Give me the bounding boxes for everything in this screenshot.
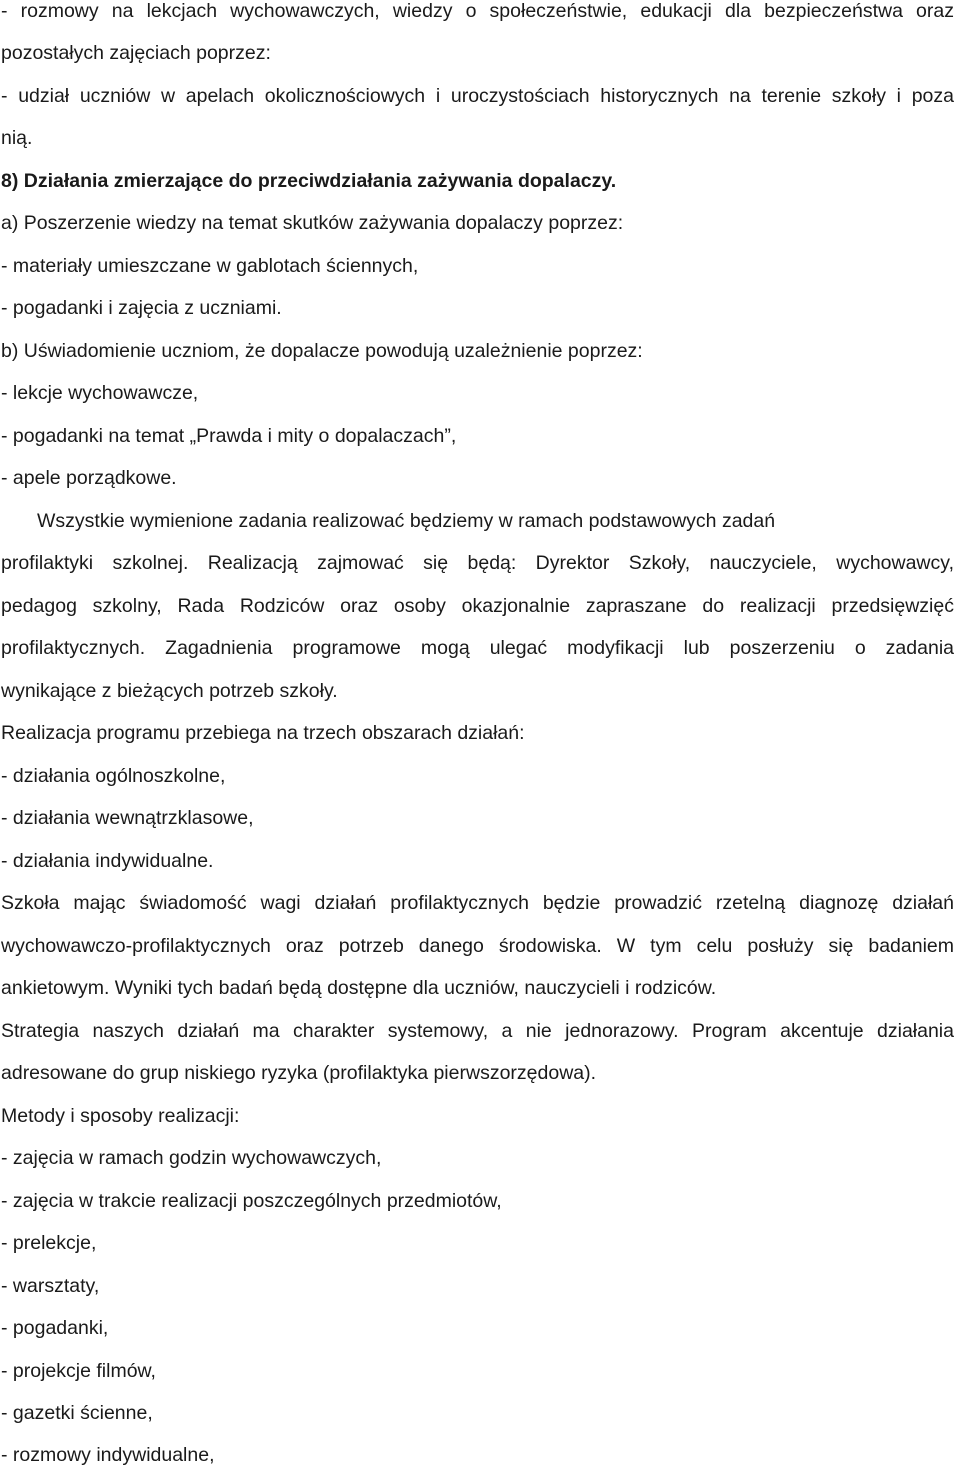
text-line: - gazetki ścienne, [1,1402,153,1424]
text-line: ankietowym. Wyniki tych badań będą dostępne dla uczniów, nauczycieli i rodziców. [1,977,717,999]
text-line: - zajęcia w ramach godzin wychowawczych, [1,1147,382,1169]
text-line: - projekcje filmów, [1,1360,156,1382]
text-line: - rozmowy na lekcjach wychowawczych, wiedzy o społeczeństwie, edukacji dla bezpieczeństwa oraz [1,0,954,22]
text-line: - działania ogólnoszkolne, [1,765,226,787]
text-line: - pogadanki na temat „Prawda i mity o dopalaczach”, [1,425,457,447]
text-line: - pogadanki i zajęcia z uczniami. [1,297,282,319]
text-line: - warsztaty, [1,1275,100,1297]
text-line: Strategia naszych działań ma charakter systemowy, a nie jednorazowy. Program akcentuje działania [1,1020,954,1042]
text-line: wychowawczo-profilaktycznych oraz potrzeb danego środowiska. W tym celu posłuży się badaniem [1,935,954,957]
text-line: adresowane do grup niskiego ryzyka (profilaktyka pierwszorzędowa). [1,1062,597,1084]
text-line: wynikające z bieżących potrzeb szkoły. [1,680,338,702]
text-line: - prelekcje, [1,1232,97,1254]
text-line: - udział uczniów w apelach okolicznościowych i uroczystościach historycznych na terenie szkoły i poza [1,85,954,107]
text-line: - działania indywidualne. [1,850,214,872]
text-line: Realizacja programu przebiega na trzech obszarach działań: [1,722,525,744]
text-line: profilaktyki szkolnej. Realizacją zajmować się będą: Dyrektor Szkoły, nauczyciele, wychowawcy, [1,552,954,574]
text-line: Szkoła mając świadomość wagi działań profilaktycznych będzie prowadzić rzetelną diagnozę działań [1,892,954,914]
text-line: nią. [1,127,33,149]
text-line: pozostałych zajęciach poprzez: [1,42,271,64]
text-line: b) Uświadomienie uczniom, że dopalacze powodują uzależnienie poprzez: [1,340,643,362]
text-line: - zajęcia w trakcie realizacji poszczególnych przedmiotów, [1,1190,502,1212]
text-line: Metody i sposoby realizacji: [1,1105,240,1127]
text-line: - materiały umieszczane w gablotach ściennych, [1,255,419,277]
text-line: a) Poszerzenie wiedzy na temat skutków zażywania dopalaczy poprzez: [1,212,624,234]
section-heading: 8) Działania zmierzające do przeciwdziałania zażywania dopalaczy. [1,170,617,192]
text-line: - pogadanki, [1,1317,109,1339]
text-line: - rozmowy indywidualne, [1,1444,215,1466]
text-line: - lekcje wychowawcze, [1,382,199,404]
text-line: profilaktycznych. Zagadnienia programowe mogą ulegać modyfikacji lub poszerzeniu o zadania [1,637,954,659]
text-line: pedagog szkolny, Rada Rodziców oraz osoby okazjonalnie zapraszane do realizacji przedsięwzięć [1,595,954,617]
text-line: - apele porządkowe. [1,467,177,489]
text-line: Wszystkie wymienione zadania realizować będziemy w ramach podstawowych zadań [37,510,776,532]
text-line: - działania wewnątrzklasowe, [1,807,254,829]
